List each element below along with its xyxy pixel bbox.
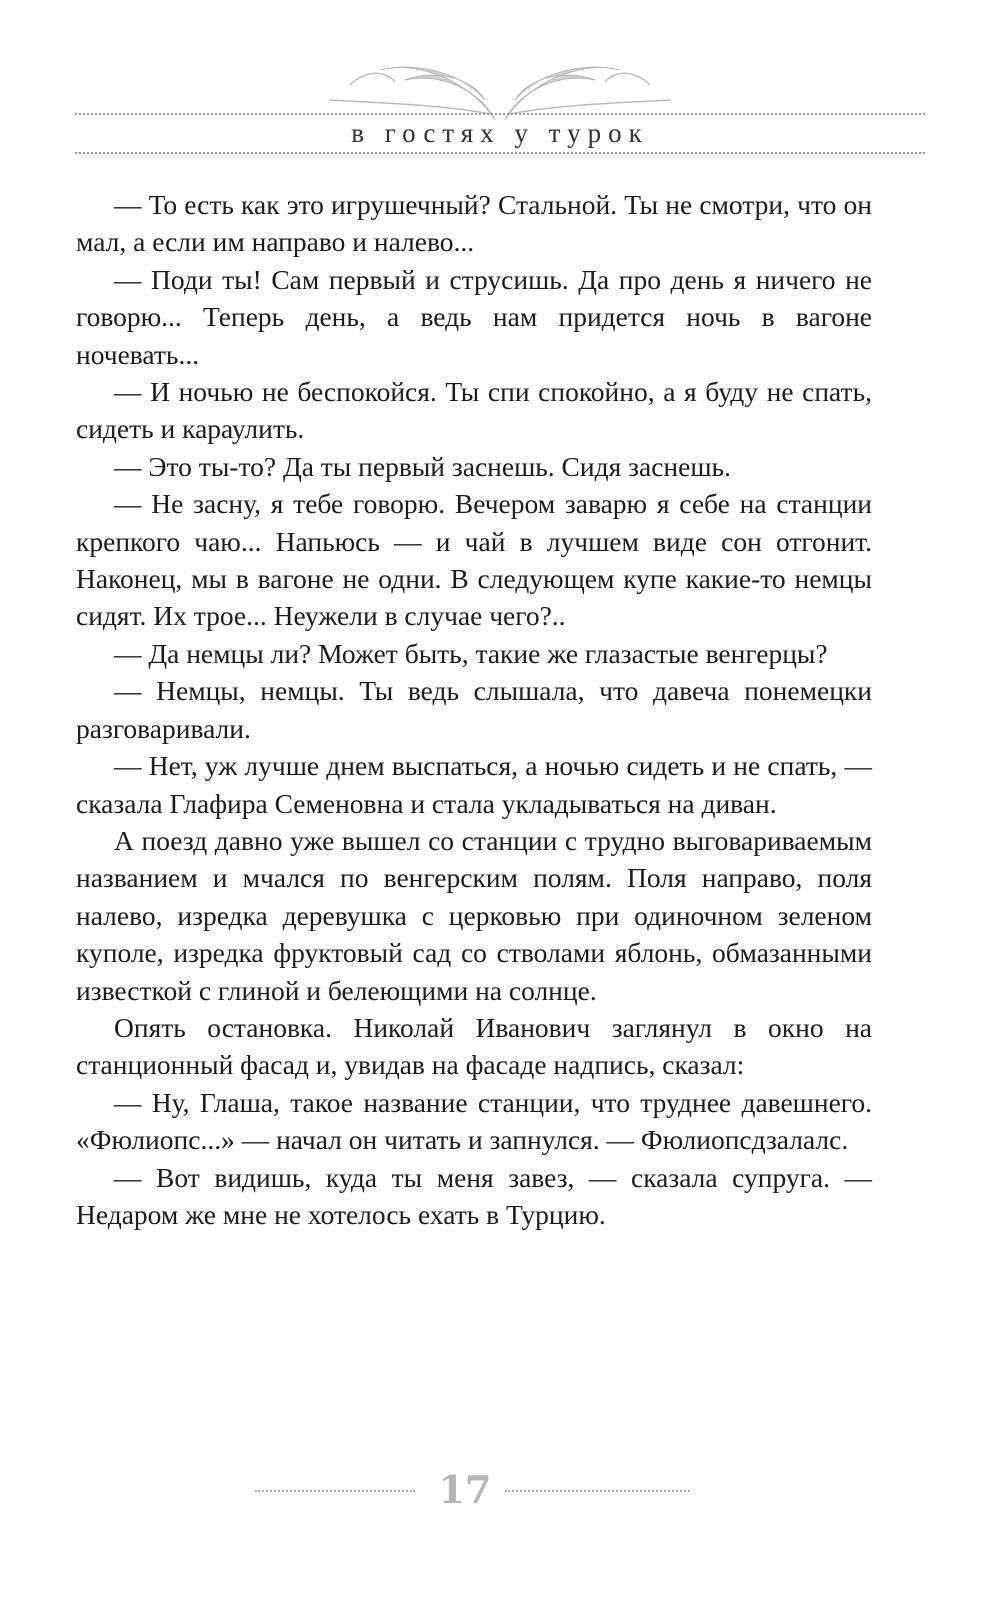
- paragraph: — Не засну, я тебе говорю. Вечером заварю я себе на станции крепкого чаю... Напьюсь — и чай в лучшем виде сон отгонит. Наконец, мы в вагоне не одни. В следующем купе какие-то немцы сидят. Их трое... Неужели в случае чего?..: [76, 488, 872, 632]
- paragraph: — И ночью не беспокойся. Ты спи спокойно, а я буду не спать, сидеть и караулить.: [76, 376, 872, 445]
- folio-rule-left: [255, 1490, 415, 1492]
- page-number: 17: [438, 1467, 492, 1512]
- paragraph: — То есть как это игрушечный? Стальной. Ты не смотри, что он мал, а если им направо и налево...: [76, 189, 872, 258]
- paragraph: — Нет, уж лучше днем выспаться, а ночью сидеть и не спать, — сказала Глафира Семеновна и стала укладываться на диван.: [76, 750, 872, 819]
- paragraph: — Да немцы ли? Может быть, такие же глазастые венгерцы?: [114, 637, 828, 669]
- header-rule-top: [75, 113, 925, 115]
- body-text: [76, 186, 872, 1233]
- running-title: в гостях у турок: [351, 118, 649, 148]
- paragraph: Опять остановка. Николай Иванович заглянул в окно на станционный фасад и, увидав на фасаде надпись, сказал:: [76, 1011, 872, 1081]
- folio-rule-right: [505, 1490, 690, 1492]
- paragraph: — Поди ты! Сам первый и струсишь. Да про день я ничего не говорю... Теперь день, а ведь нам придется ночь в вагоне ночевать...: [76, 263, 872, 370]
- paragraph: А поезд давно уже вышел со станции с трудно выговариваемым названием и мчался по венгерским полям. Поля направо, поля налево, изредка деревушка с церковью при одиночном зеленом куполе, изредка фруктовый сад со стволами яблонь, обмазанными известкой с глиной и белеющими на солнце.: [76, 824, 872, 1006]
- paragraph: — Немцы, немцы. Ты ведь слышала, что давеча понемецки разговаривали.: [76, 675, 872, 744]
- header-rule-bottom: [75, 152, 925, 154]
- paragraph: — Ну, Глаша, такое название станции, что труднее давешнего. «Фюлиопс...» — начал он читать и запнулся. — Фюлиопсдзалалс.: [76, 1086, 872, 1156]
- paragraph: — Это ты-то? Да ты первый заснешь. Сидя заснешь.: [114, 450, 731, 482]
- paragraph: — Вот видишь, куда ты меня завез, — сказала супруга. — Недаром же мне не хотелось ехать в Турцию.: [76, 1161, 872, 1230]
